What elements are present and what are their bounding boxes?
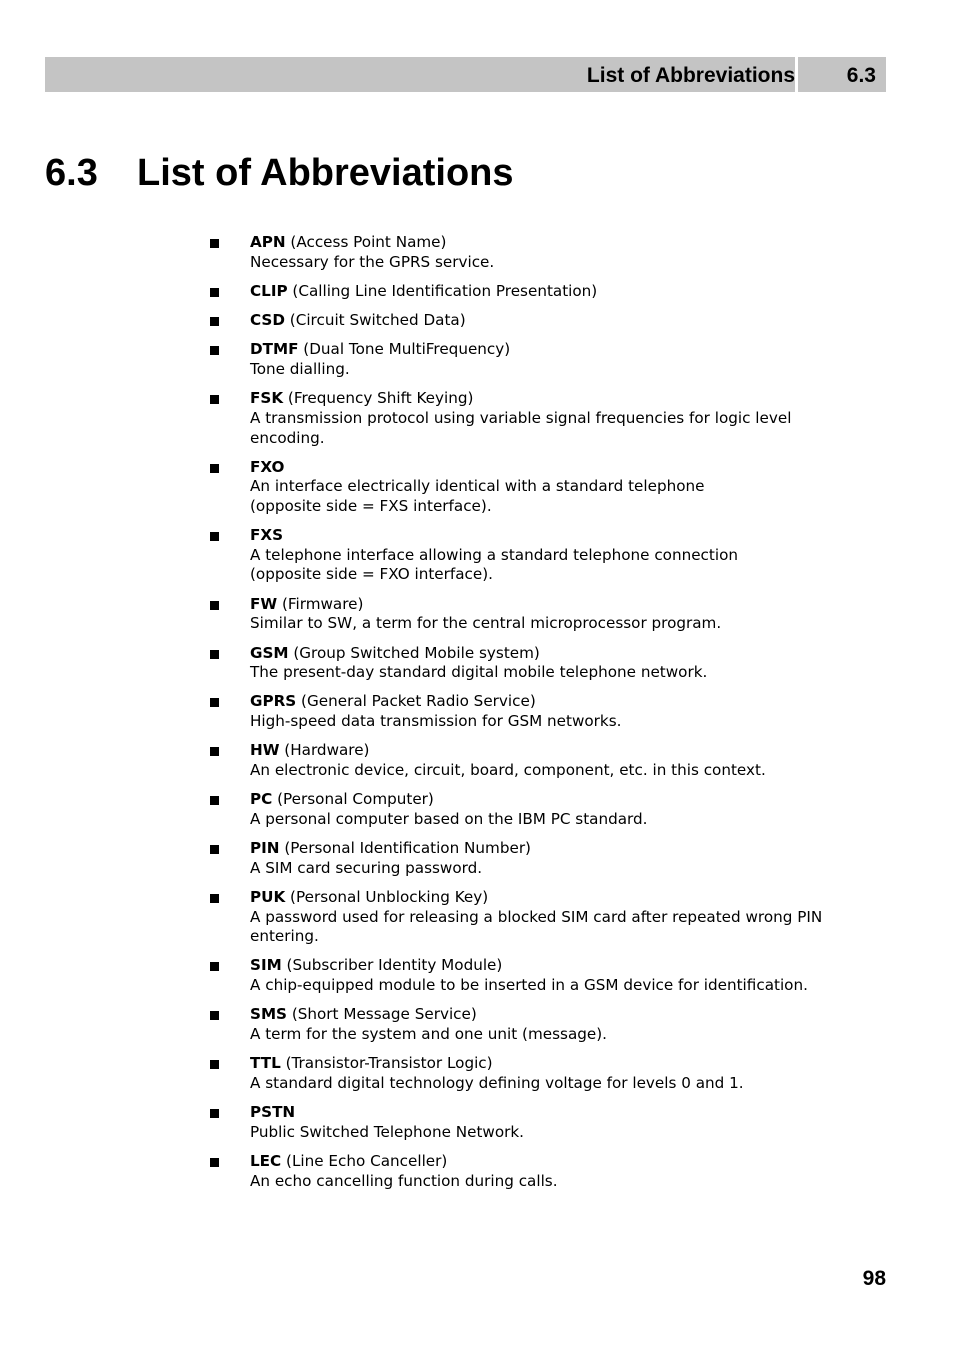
square-bullet-icon bbox=[210, 1060, 219, 1069]
abbreviation-expansion: (Dual Tone MultiFrequency) bbox=[298, 340, 511, 359]
abbreviation-term: GPRS bbox=[250, 692, 297, 711]
abbreviation-term: PC bbox=[250, 790, 273, 809]
square-bullet-icon bbox=[210, 698, 219, 707]
abbreviation-description-line: A telephone interface allowing a standard telephone connection bbox=[250, 545, 738, 564]
abbreviation-expansion: (General Packet Radio Service) bbox=[296, 692, 536, 711]
abbreviation-item bbox=[209, 839, 889, 878]
abbreviation-description-line: entering. bbox=[250, 927, 319, 946]
abbreviation-term: PIN bbox=[250, 839, 280, 858]
abbreviation-item bbox=[209, 340, 889, 379]
abbreviation-description-line: An echo cancelling function during calls. bbox=[250, 1171, 558, 1190]
square-bullet-icon bbox=[210, 1109, 219, 1118]
abbreviation-term: FW bbox=[250, 594, 278, 613]
abbreviation-heading-line bbox=[250, 340, 889, 360]
abbreviation-term: APN bbox=[250, 233, 286, 251]
abbreviation-description-line: Public Switched Telephone Network. bbox=[250, 1122, 524, 1141]
abbreviation-item bbox=[209, 888, 889, 947]
abbreviation-expansion: (Frequency Shift Keying) bbox=[283, 389, 474, 408]
abbreviation-term: FXS bbox=[250, 526, 284, 545]
section-heading-number: 6.3 bbox=[45, 152, 98, 194]
abbreviation-heading-line bbox=[250, 1103, 889, 1123]
square-bullet-icon bbox=[210, 1158, 219, 1167]
abbreviation-item bbox=[209, 1005, 889, 1044]
running-header bbox=[45, 57, 886, 92]
abbreviation-heading-line bbox=[250, 741, 889, 761]
abbreviation-description-line: High-speed data transmission for GSM networks. bbox=[250, 712, 622, 731]
square-bullet-icon bbox=[210, 395, 219, 404]
abbreviation-expansion: (Personal Unblocking Key) bbox=[285, 887, 489, 906]
abbreviation-heading-line bbox=[250, 644, 889, 664]
square-bullet-icon bbox=[210, 845, 219, 854]
abbreviation-expansion: (Calling Line Identification Presentation) bbox=[287, 281, 598, 300]
square-bullet-icon bbox=[210, 747, 219, 756]
abbreviation-term: TTL bbox=[250, 1054, 281, 1073]
abbreviation-description-line: A SIM card securing password. bbox=[250, 858, 483, 877]
abbreviation-heading-line bbox=[250, 389, 889, 409]
square-bullet-icon bbox=[210, 650, 219, 659]
abbreviation-item bbox=[209, 526, 889, 585]
square-bullet-icon bbox=[210, 288, 219, 297]
abbreviation-heading-line bbox=[250, 282, 889, 302]
abbreviation-item bbox=[209, 311, 889, 331]
abbreviation-term: LEC bbox=[250, 1151, 282, 1170]
section-heading bbox=[45, 148, 514, 200]
abbreviation-heading-line bbox=[250, 790, 889, 810]
abbreviation-description-line: A chip-equipped module to be inserted in a GSM device for identification. bbox=[250, 976, 808, 995]
running-header-title: List of Abbreviations bbox=[586, 64, 795, 87]
abbreviation-description-line: A personal computer based on the IBM PC standard. bbox=[250, 809, 648, 828]
abbreviation-item bbox=[209, 389, 889, 448]
abbreviation-expansion: (Short Message Service) bbox=[287, 1005, 477, 1024]
abbreviation-heading-line bbox=[250, 595, 889, 615]
square-bullet-icon bbox=[210, 239, 219, 248]
abbreviation-item bbox=[209, 595, 889, 634]
page-number: 98 bbox=[862, 1267, 886, 1290]
square-bullet-icon bbox=[210, 894, 219, 903]
abbreviation-expansion: (Subscriber Identity Module) bbox=[281, 956, 503, 975]
running-header-section-number: 6.3 bbox=[846, 64, 876, 87]
abbreviation-description-line: Necessary for the GPRS service. bbox=[250, 252, 495, 271]
abbreviation-item bbox=[209, 282, 889, 302]
abbreviation-term: GSM bbox=[250, 643, 289, 662]
abbreviation-term: FXO bbox=[250, 457, 285, 476]
abbreviation-expansion: (Hardware) bbox=[279, 741, 370, 760]
square-bullet-icon bbox=[210, 464, 219, 473]
square-bullet-icon bbox=[210, 317, 219, 326]
abbreviation-heading-line bbox=[250, 233, 889, 253]
abbreviation-expansion: (Access Point Name) bbox=[285, 233, 447, 251]
abbreviation-description-line: The present-day standard digital mobile telephone network. bbox=[250, 663, 708, 682]
abbreviation-expansion: (Line Echo Canceller) bbox=[281, 1151, 448, 1170]
abbreviation-term: SMS bbox=[250, 1005, 287, 1024]
abbreviation-list bbox=[209, 233, 889, 1201]
abbreviation-item bbox=[209, 1054, 889, 1093]
abbreviation-description-line: Tone dialling. bbox=[250, 360, 350, 379]
square-bullet-icon bbox=[210, 1011, 219, 1020]
abbreviation-heading-line bbox=[250, 956, 889, 976]
abbreviation-description-line: (opposite side = FXO interface). bbox=[250, 565, 493, 584]
abbreviation-item bbox=[209, 644, 889, 683]
abbreviation-term: DTMF bbox=[250, 340, 299, 359]
abbreviation-heading-line bbox=[250, 839, 889, 859]
abbreviation-expansion: (Personal Computer) bbox=[272, 790, 434, 809]
square-bullet-icon bbox=[210, 796, 219, 805]
abbreviation-description-line: A term for the system and one unit (message). bbox=[250, 1024, 607, 1043]
abbreviation-description-line: An electronic device, circuit, board, component, etc. in this context. bbox=[250, 760, 766, 779]
abbreviation-expansion: (Firmware) bbox=[277, 594, 364, 613]
abbreviation-heading-line bbox=[250, 311, 889, 331]
abbreviation-description-line: An interface electrically identical with a standard telephone bbox=[250, 477, 705, 496]
abbreviation-term: CSD bbox=[250, 311, 285, 330]
abbreviation-term: FSK bbox=[250, 389, 284, 408]
abbreviation-item bbox=[209, 1103, 889, 1142]
abbreviation-description-line: (opposite side = FXS interface). bbox=[250, 496, 492, 515]
abbreviation-expansion: (Personal Identification Number) bbox=[279, 839, 531, 858]
abbreviation-item bbox=[209, 741, 889, 780]
abbreviation-expansion: (Transistor-Transistor Logic) bbox=[280, 1054, 493, 1073]
square-bullet-icon bbox=[210, 346, 219, 355]
abbreviation-item bbox=[209, 956, 889, 995]
abbreviation-heading-line bbox=[250, 1152, 889, 1172]
abbreviation-term: CLIP bbox=[250, 281, 288, 300]
square-bullet-icon bbox=[210, 962, 219, 971]
abbreviation-expansion: (Group Switched Mobile system) bbox=[288, 643, 540, 662]
section-heading-title: List of Abbreviations bbox=[137, 152, 514, 194]
square-bullet-icon bbox=[210, 532, 219, 541]
abbreviation-heading-line bbox=[250, 692, 889, 712]
abbreviation-term: PUK bbox=[250, 887, 286, 906]
abbreviation-item bbox=[209, 692, 889, 731]
abbreviation-description-line: Similar to SW, a term for the central microprocessor program. bbox=[250, 614, 722, 633]
abbreviation-heading-line bbox=[250, 1005, 889, 1025]
abbreviation-heading-line bbox=[250, 1054, 889, 1074]
abbreviation-term: PSTN bbox=[250, 1103, 296, 1122]
abbreviation-description-line: A transmission protocol using variable signal frequencies for logic level bbox=[250, 408, 792, 427]
abbreviation-term: HW bbox=[250, 741, 280, 760]
abbreviation-description-line: A standard digital technology defining voltage for levels 0 and 1. bbox=[250, 1073, 744, 1092]
abbreviation-item bbox=[209, 458, 889, 517]
square-bullet-icon bbox=[210, 601, 219, 610]
abbreviation-item bbox=[209, 790, 889, 829]
abbreviation-description-line: A password used for releasing a blocked SIM card after repeated wrong PIN bbox=[250, 907, 823, 926]
abbreviation-term: SIM bbox=[250, 956, 282, 975]
abbreviation-heading-line bbox=[250, 526, 889, 546]
abbreviation-expansion: (Circuit Switched Data) bbox=[284, 311, 466, 330]
abbreviation-item bbox=[209, 233, 889, 272]
abbreviation-description-line: encoding. bbox=[250, 428, 325, 447]
abbreviation-heading-line bbox=[250, 888, 889, 908]
abbreviation-heading-line bbox=[250, 458, 889, 478]
abbreviation-item bbox=[209, 1152, 889, 1191]
